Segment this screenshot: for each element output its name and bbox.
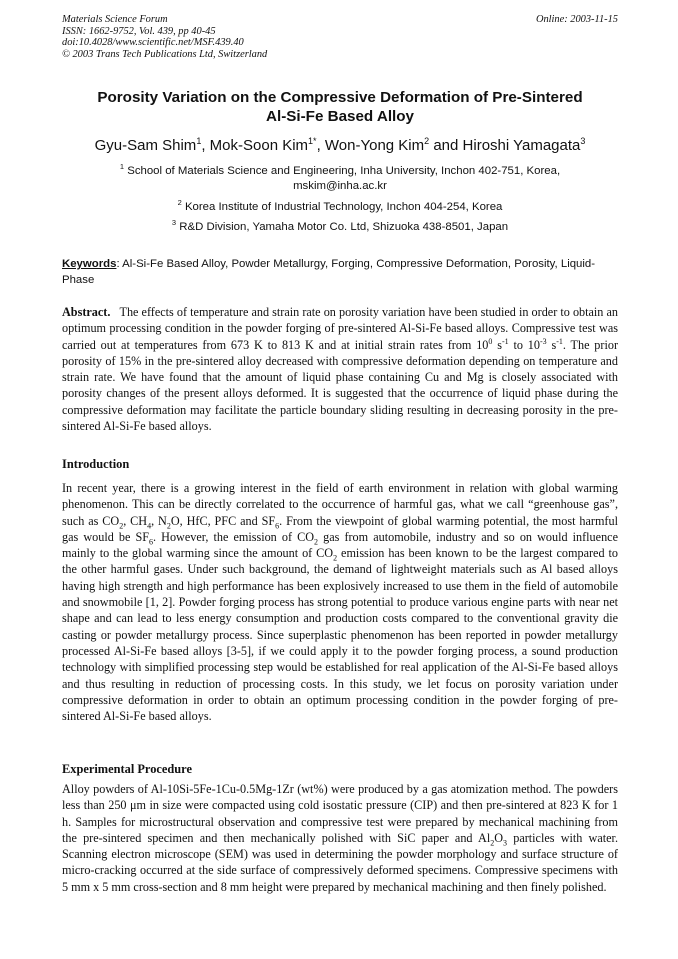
subscript: 2 bbox=[119, 521, 124, 531]
abstract-text: s bbox=[546, 337, 557, 352]
abstract-text: to 10 bbox=[508, 337, 540, 352]
subscript: 6 bbox=[149, 537, 154, 547]
body-text: emission has been known to be the largest compared to the other harmful gases. Under such background, the demand of lightweight materials such as Al based alloys having high strength and high performance has been explosively increased to use them in the field of automobile and snowmobile [1, 2]. Powder forging process has strong potential to produce various engine parts with near net shape and can lead to less energy consumption and production costs compared to the conventional gravity die casting or powder metallurgy process. Since superplastic phenomenon has been reported in powder metallurgy processed Al-Si-Fe based alloys [3-5], if we could apply it to the powder forging process, a sound production technology with simplified processing step would be established for real application of the Al-Si-Fe based alloys and thus resulting in reduction of processing costs. In this study, we let focus on porosity variation under compressive deformation in order to obtain an optimum processing condition in the powder forging of pre-sintered Al-Si-Fe based alloys. bbox=[62, 546, 618, 724]
author-list bbox=[62, 136, 618, 156]
superscript: -3 bbox=[539, 336, 547, 346]
abstract-label: Abstract. bbox=[62, 305, 111, 319]
online-date: Online: 2003-11-15 bbox=[535, 14, 618, 25]
author-name: Won-Yong Kim bbox=[324, 137, 425, 154]
subscript: 2 bbox=[166, 521, 171, 531]
author-name: Gyu-Sam Shim bbox=[94, 137, 197, 154]
corresponding-email: mskim@inha.ac.kr bbox=[293, 180, 387, 192]
paper-title-line-1: Porosity Variation on the Compressive Deformation of Pre-Sintered bbox=[97, 89, 583, 106]
subscript: 2 bbox=[490, 838, 495, 848]
body-text: In recent year, there is a growing interest in the field of earth environment in relation with global warming phenomenon. This can be directly correlated to the occurrence of harmful gas, what we call “greenhouse gas”, such as CO bbox=[62, 481, 618, 528]
superscript: 0 bbox=[488, 336, 493, 346]
affiliation-3 bbox=[62, 220, 618, 235]
author-name: Hiroshi Yamagata bbox=[462, 137, 581, 154]
affiliation-text: R&D Division, Yamaha Motor Co. Ltd, Shizuoka 438-8501, Japan bbox=[179, 221, 509, 233]
introduction-heading: Introduction bbox=[62, 457, 130, 471]
paper-title bbox=[62, 88, 618, 126]
subscript: 2 bbox=[333, 553, 338, 563]
author-mark: 3 bbox=[580, 136, 586, 146]
superscript: -1 bbox=[556, 336, 563, 346]
keywords-label: Keywords bbox=[62, 258, 117, 270]
journal-doi: doi:10.4028/www.scientific.net/MSF.439.40 bbox=[62, 37, 244, 49]
subscript: 2 bbox=[314, 537, 319, 547]
body-text: O, HfC, PFC and SF bbox=[170, 513, 276, 528]
author-name: Mok-Soon Kim bbox=[209, 137, 309, 154]
subscript: 6 bbox=[275, 521, 280, 531]
author-separator: and bbox=[429, 137, 463, 154]
introduction-paragraph bbox=[62, 480, 618, 724]
body-text: , CH bbox=[123, 513, 148, 528]
affiliation-mark: 3 bbox=[171, 218, 177, 228]
keywords: Keywords: Al-Si-Fe Based Alloy, Powder Metallurgy, Forging, Compressive Deformation, Porosity, Liquid-Phase bbox=[62, 258, 596, 286]
keywords-text: Al-Si-Fe Based Alloy, Powder Metallurgy, Forging, Compressive Deformation, Porosity, Liquid-Phase bbox=[62, 258, 596, 286]
author-mark: 2 bbox=[424, 136, 430, 146]
affiliation-text: Korea Institute of Industrial Technology, Inchon 404-254, Korea bbox=[184, 201, 503, 213]
journal-header bbox=[62, 14, 618, 60]
body-text: gas from automobile, industry and so on would influence mainly to the global warming since the amount of CO bbox=[62, 529, 618, 561]
body-text: O bbox=[494, 830, 504, 845]
journal-name: Materials Science Forum bbox=[62, 14, 168, 25]
author-separator: , bbox=[316, 137, 325, 154]
abstract bbox=[62, 304, 618, 434]
experimental-paragraph bbox=[62, 781, 618, 895]
affiliation-mark: 1 bbox=[119, 162, 125, 172]
affiliation-mark: 2 bbox=[177, 198, 182, 208]
body-text: . From the viewpoint of global warming potential, the most harmful gas would be SF bbox=[62, 513, 618, 544]
body-text: , N bbox=[151, 513, 167, 528]
author-mark: 1 bbox=[196, 136, 202, 146]
subscript: 3 bbox=[503, 838, 508, 848]
journal-issn: ISSN: 1662-9752, Vol. 439, pp 40-45 bbox=[62, 25, 216, 37]
abstract-text: The effects of temperature and strain rate on porosity variation have been studied in order to obtain an optimum processing condition in the powder forging of pre-sintered Al-Si-Fe based alloys. Compressive test was carried out at temperatures from 673 K to 813 K and at initial strain rates from 10 bbox=[62, 305, 619, 352]
body-text: . However, the emission of CO bbox=[153, 529, 315, 544]
affiliation-2 bbox=[62, 200, 618, 215]
journal-copyright: © 2003 Trans Tech Publications Ltd, Switzerland bbox=[62, 48, 268, 60]
experimental-heading: Experimental Procedure bbox=[62, 762, 192, 776]
affiliation-1 bbox=[62, 164, 618, 194]
affiliation-text: School of Materials Science and Engineering, Inha University, Inchon 402-751, Korea, bbox=[127, 165, 561, 177]
abstract-text: . The prior porosity of 15% in the pre-sintered alloy decreased with compressive deformation depending on temperature and strain rate. We have found that the amount of liquid phase containing Cu and Mg is closely associated with porosity changes of the present alloys deformed. It is suggested that the occurrence of liquid phase during the compressive deformation may facilitate the particle boundary sliding resulting in decreasing porosity in the pre-sintered Al-Si-Fe based alloys. bbox=[62, 337, 618, 434]
body-text: Alloy powders of Al-10Si-5Fe-1Cu-0.5Mg-1Zr (wt%) were produced by a gas atomization method. The powders less than 250 μm in size were compacted using cold isostatic pressure (CIP) and then pre-sintered at 823 K for 1 h. Samples for microstructural observation and compressive test were prepared by mechanical machining from the pre-sintered specimen and then mechanically polished with SiC paper and Al bbox=[62, 782, 618, 845]
author-mark: 1* bbox=[308, 136, 317, 146]
paper-title-line-2: Al-Si-Fe Based Alloy bbox=[266, 108, 414, 125]
body-text: particles with water. Scanning electron microscope (SEM) was used in determining the powder morphology and surface structure of micro-cracking occurred at the side surface of compressively deformed specimens. Compressive specimens with 5 mm x 5 mm cross-section and 8 mm height were prepared by mechanical machining and then finely polished. bbox=[62, 830, 618, 894]
abstract-text: s bbox=[492, 337, 502, 352]
subscript: 4 bbox=[147, 521, 152, 531]
superscript: -1 bbox=[501, 336, 509, 346]
author-separator: , bbox=[201, 137, 210, 154]
